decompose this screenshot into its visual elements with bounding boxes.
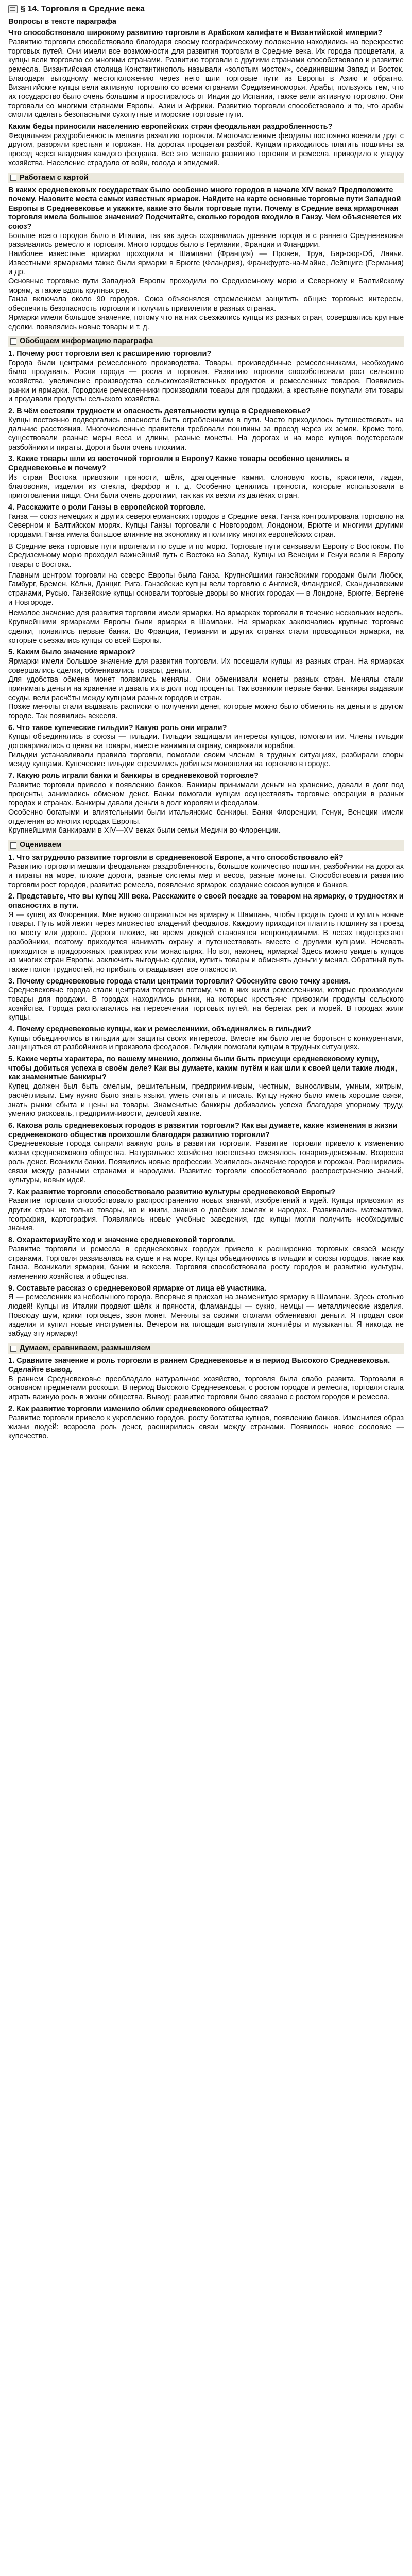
qa-2 — [8, 123, 404, 168]
question: 4. Почему средневековые купцы, как и ремесленники, объединялись в гильдии? — [8, 1025, 311, 1034]
answer: Города были центрами ремесленного производства. Товары, произведённые ремесленниками, необходимо было продавать. Росли города — росла и торговля. Развитию торговли способствовали рост сельского хозяйства, увеличение производства сельскохозяйственных продуктов и ремесленных товаров. Появились рынки и ярмарки. Городские ремесленники производили товары для продажи, а крестьяне покупали эти товары и продавали продукты сельского хозяйства. — [8, 359, 404, 404]
question: 8. Охарактеризуйте ход и значение средневековой торговли. — [8, 1236, 235, 1245]
qa-rating-9 — [8, 1284, 404, 1339]
question: 2. Как развитие торговли изменило облик средневекового общества? — [8, 1404, 268, 1413]
question: 1. Что затрудняло развитие торговли в средневековой Европе, а что способствовало ей? — [8, 853, 344, 862]
page-title — [8, 4, 404, 14]
question: Каким беды приносили населению европейских стран феодальная раздробленность? — [8, 123, 333, 131]
section-bar-label: Оцениваем — [20, 840, 62, 849]
qa-intro — [8, 29, 404, 120]
section-bar-closing — [8, 1343, 404, 1354]
answer-p2: Гильдии устанавливали правила торговли, помогали своим членам в трудных ситуациях, разбирали споры между купцами. Купеческие гильдии стремились добиться монополии на торговлю в городе. — [8, 751, 404, 769]
qa-rating-2 — [8, 892, 404, 974]
qa-bankers — [8, 772, 404, 836]
question: 4. Расскажите о роли Ганзы в европейской торговле. — [8, 503, 206, 512]
answer: Феодальная раздробленность мешала развитию торговли. Многочисленные феодалы постоянно воевали друг с другом, разоряли крестьян и горожан. На дорогах процветал разбой. Купцам приходилось платить пошлины за проезд через владения каждого феодала. Всё это мешало развитию торговли и ремесла, приводило к упадку хозяйства. Население страдало от войн, голода и эпидемий. — [8, 131, 404, 167]
qa-money — [8, 648, 404, 721]
answer: Я — купец из Флоренции. Мне нужно отправиться на ярмарку в Шампань, чтобы продать сукно и купить новые товары. Путь мой лежит через множество владений феодалов. Каждому приходится платить пошлину за проезд по мосту или дороге. Дороги плохие, во время дождей становятся непроходимыми. В лесах подстерегают разбойники, поэтому приходится нанимать охрану и путешествовать вместе с другими купцами. Ночевать приходится в придорожных трактирах или монастырях. Но вот, наконец, ярмарка! Здесь можно увидеть купцов из многих стран Европы, заключить выгодные сделки, купить товары и обменять деньги у менял. Обратный путь также полон трудностей, но прибыль оправдывает все опасности. — [8, 910, 404, 974]
question: Что способствовало широкому развитию торговли в Арабском халифате и Византийской империи? — [8, 29, 383, 38]
section-bar-map — [8, 173, 404, 184]
qa-rating-6 — [8, 1122, 404, 1185]
question: 5. Каким было значение ярмарок? — [8, 648, 135, 657]
qa-rating-4 — [8, 1025, 404, 1053]
question: 6. Что такое купеческие гильдии? Какую роль они играли? — [8, 723, 227, 732]
checkbox-icon — [10, 842, 16, 849]
question: В каких средневековых государствах было особенно много городов в начале XIV века? Предположите почему. Назовите места самых известных ярмарок. Найдите на карте основные торговые пути Западной Европы в Средневековье и укажите, какие это были торговые пути. Почему в Средние века ярмарочная торговля имела большое значение? Подсчитайте, сколько городов входило в Ганзу. Чем объясняется их союз? — [8, 186, 402, 231]
qa-review-4 — [8, 503, 404, 540]
answer: Средневековые города сыграли важную роль в развитии торговли. Развитие торговли привело к изменению жизни средневекового общества. Натуральное хозяйство постепенно сменялось товарно-денежным. Возросла роль денег. Возникли банки. Появились новые профессии. Усилилось значение городов и горожан. Расширились связи между разными странами и народами. Развитие торговли способствовало распространению знаний, культуры, новых идей. — [8, 1140, 404, 1185]
checkbox-icon — [10, 338, 16, 345]
answer: Развитие торговли и ремесла в средневековых городах привело к расширению торговых связей между странами. Торговля развивалась на суше и на море. Купцы объединялись в гильдии и союзы городов, такие как Ганза. Возникали ярмарки, банки и векселя. Торговля способствовала росту городов и развитию культуры, изменению хозяйства и общества. — [8, 1245, 404, 1281]
qa-review-1 — [8, 350, 404, 404]
qa-review-3 — [8, 455, 404, 500]
answer-p1: Развитие торговли привело к появлению банков. Банкиры принимали деньги на хранение, давали в долг под проценты, занимались обменом денег. Банки помогали купцам осуществлять торговые операции в разных городах и странах. Банкиры давали деньги в долг королям и феодалам. — [8, 781, 404, 808]
question: 3. Почему средневековые города стали центрами торговли? Обоснуйте свою точку зрения. — [8, 977, 350, 986]
paragraph: В Средние века торговые пути пролегали по суше и по морю. Торговые пути связывали Европу с Востоком. По Средиземному морю проходил важнейший путь с Востока на Запад. Купцы из Венеции и Генуи везли в Европу товары с Востока. — [8, 542, 404, 569]
qa-map — [8, 186, 404, 332]
answer: Развитию торговли способствовало благодаря своему географическому положению находились на перекрестке торговых путей. Они имели все возможности для развития торговли в Средние века. Их города процветали, а купцы вели торговлю со многими странами. Развитию торговли с другими странами способствовало и развитие ремесла. Византийская столица Константинополь называли «золотым мостом», соединявшим Запад и Восток. Благодаря выгодному местоположению через него шли торговые пути из Европы в Азию и обратно. Византийские купцы вели активную торговлю со всеми странами Средиземноморья. Арабы, пользуясь тем, что их государство было очень большим и простиралось от Индии до Испании, также вели активную торговлю. Они торговали со многими странами Европы, Азии и Африки. Развитию торговли способствовало и то, что арабы смогли сделать безопасными сухопутные и морские торговые пути. — [8, 38, 404, 120]
page — [4, 0, 408, 1450]
qa-closing-2 — [8, 1405, 404, 1442]
question: 2. Представьте, что вы купец XIII века. Расскажите о своей поездке за товаром на ярмарку, о трудностях и опасностях в пути. — [8, 892, 404, 910]
paragraph: Немалое значение для развития торговли имели ярмарки. На ярмарках торговали в течение нескольких недель. Крупнейшими ярмарками Европы были ярмарки в Шампани. На ярмарках заключались крупные торговые сделки, появились первые банки. Во Франции, Германии и других странах стали проводиться ярмарки, на которые съезжались купцы со всей Европы. — [8, 609, 404, 645]
qa-rating-3 — [8, 977, 404, 1023]
answer: Из стран Востока привозили пряности, шёлк, драгоценные камни, слоновую кость, красители, ладан, благовония, изделия из стекла, фарфор и т. д. Особенно ценились пряности, которые использовали в приготовлении пищи. Они были очень дорогими, так как их везли из далёких стран. — [8, 473, 404, 500]
answer-p3: Позже менялы стали выдавать расписки о получении денег, которые можно было обменять на деньги в другом городе. Так появились векселя. — [8, 703, 404, 721]
answer-p5: Ярмарки имели большое значение, потому что на них съезжались купцы из разных стран, совершались крупные сделки, появлялись новые товары и т. д. — [8, 313, 404, 331]
question: 6. Какова роль средневековых городов в развитии торговли? Как вы думаете, какие изменения в жизни средневекового общества произошли благодаря развитию торговли? — [8, 1121, 398, 1139]
answer-p1: Купцы объединялись в союзы — гильдии. Гильдии защищали интересы купцов, помогали им. Члены гильдии договаривались о ценах на товары, вместе нанимали охрану, снаряжали корабли. — [8, 733, 404, 751]
answer: Развитие торговли способствовало распространению новых знаний, изобретений и идей. Купцы привозили из других стран не только товары, но и книги, знания о далёких землях и народах. Развивались математика, география, картография. Появлялись новые учебные заведения, где купцы могли получить необходимые знания. — [8, 1197, 404, 1233]
answer: Развитию торговли мешали феодальная раздробленность, большое количество пошлин, разбойники на дорогах и пираты на море, плохие дороги, разные системы мер и весов, разные монеты. Способствовали развитию торговли рост городов, развитие ремесла, появление ярмарок, создание союзов купцов и банков. — [8, 862, 404, 889]
answer: Средневековые города стали центрами торговли потому, что в них жили ремесленники, которые производили товары для продажи. В городах находились рынки, на которые крестьяне привозили продукты сельского хозяйства. Города располагались на пересечении торговых путей, на берегах рек и морей. В городах жили купцы. — [8, 986, 404, 1022]
question: 5. Какие черты характера, по вашему мнению, должны были быть присущи средневековому купцу, чтобы добиться успеха в своём деле? Как вы думаете, каким путём и как шли к своей цели такие люди, как знаменитые банкиры? — [8, 1055, 397, 1082]
section-heading-intro: Вопросы в тексте параграфа — [8, 17, 116, 26]
section-bar-review — [8, 336, 404, 347]
answer-p3: Крупнейшими банкирами в XIV—XV веках были семьи Медичи во Флоренции. — [8, 826, 281, 835]
answer-p1: Ярмарки имели большое значение для развития торговли. Их посещали купцы из разных стран. На ярмарках совершались сделки, обменивались товары, деньги. — [8, 657, 404, 675]
answer: Купцы постоянно подвергались опасности быть ограбленными в пути. Часто приходилось путешествовать на дальние расстояния. Многочисленные правители требовали пошлины за проезд через их земли. Кроме того, существовали разные меры веса и длины, разные монеты. На дорогах и на море купцов подстерегали разбойники и пираты. Дороги были очень плохими. — [8, 416, 404, 452]
section-bar-label: Работаем с картой — [20, 173, 89, 182]
qa-rating-7 — [8, 1188, 404, 1233]
question: 7. Как развитие торговли способствовало развитию культуры средневековой Европы? — [8, 1188, 336, 1196]
paragraph: Главным центром торговли на севере Европы была Ганза. Крупнейшими ганзейскими городами были Любек, Гамбург, Бремен, Кёльн, Данциг, Рига. Ганзейские купцы вели торговлю с Англией, Фландрией, Скандинавскими странами, Русью. Ганзейские купцы основали торговые дворы во многих городах — в Лондоне, Брюгге, Бергене и Новгороде. — [8, 571, 404, 607]
section-bar-label: Думаем, сравниваем, размышляем — [20, 1344, 151, 1352]
answer-p2: Для удобства обмена монет появились менялы. Они обменивали монеты разных стран. Менялы стали принимать деньги на хранение и давать их в долг под проценты. Так возникли первые банки. Банкиры выдавали ссуды, вели расчёты между купцами разных городов и стран. — [8, 675, 404, 702]
section-bar-rating — [8, 840, 404, 851]
document-icon — [8, 5, 18, 13]
answer: Развитие торговли привело к укреплению городов, росту богатства купцов, появлению банков. Изменился образ жизни людей: возросла роль денег, расширились связи между странами. Появилось новое сословие — купечество. — [8, 1414, 404, 1440]
question: 1. Почему рост торговли вел к расширению торговли? — [8, 349, 212, 358]
qa-guilds — [8, 724, 404, 769]
answer: Купец должен был быть смелым, решительным, предприимчивым, честным, выносливым, умным, хитрым, расчётливым. Ему нужно было знать языки, уметь считать и писать. Купцу нужно было иметь хорошие связи, знать рынки сбыта и цены на товары. Знаменитые банкиры добивались успеха благодаря упорному труду, умению рисковать, предприимчивости, деловой хватке. — [8, 1082, 404, 1118]
section-bar-label: Обобщаем информацию параграфа — [20, 337, 153, 346]
checkbox-icon — [10, 175, 16, 181]
question: 1. Сравните значение и роль торговли в раннем Средневековье и в период Высокого Средневековья. Сделайте вывод. — [8, 1357, 390, 1375]
qa-closing-1 — [8, 1357, 404, 1402]
answer: В раннем Средневековье преобладало натуральное хозяйство, торговля была слабо развита. Торговали в основном предметами роскоши. В период Высокого Средневековья, с ростом городов и ремесла, торговля стала играть важную роль в жизни общества. Вывод: развитие торговли было связано с ростом городов и ремесла. — [8, 1375, 404, 1402]
answer: Ганза — союз немецких и других северогерманских городов в Средние века. Ганза контролировала торговлю на Северном и Балтийском морях. Купцы Ганзы торговали с Новгородом, Лондоном, Брюгге и многими другими городами. Ганза имела большое влияние на экономику и политику многих европейских стран. — [8, 512, 404, 539]
qa-rating-5 — [8, 1055, 404, 1119]
question: 7. Какую роль играли банки и банкиры в средневековой торговле? — [8, 772, 259, 781]
page-title-text: § 14. Торговля в Средние века — [21, 5, 145, 13]
answer-p2: Особенно богатыми и влиятельными были итальянские банкиры. Банки Флоренции, Генуи, Венеции имели отделения во многих городах Европы. — [8, 808, 404, 826]
answer-p1: Больше всего городов было в Италии, так как здесь сохранились древние города и с раннего Средневековья развивались ремесло и торговля. Много городов было в Германии, Франции и Фландрии. — [8, 231, 404, 249]
qa-rating-1 — [8, 854, 404, 890]
answer-p4: Ганза включала около 90 городов. Союз объяснялся стремлением защитить общие торговые интересы, обеспечить безопасность торговли и получить привилегии в разных странах. — [8, 295, 404, 313]
checkbox-icon — [10, 1346, 16, 1352]
qa-review-2 — [8, 407, 404, 452]
answer-p3: Основные торговые пути Западной Европы проходили по Средиземному морю и Северному и Балтийскому морям, а также вдоль крупных рек. — [8, 277, 404, 295]
question: 2. В чём состояли трудности и опасность деятельности купца в Средневековье? — [8, 407, 311, 416]
answer: Купцы объединялись в гильдии для защиты своих интересов. Вместе им было легче бороться с конкурентами, защищаться от разбойников и произвола феодалов. Гильдии помогали купцам в трудных ситуациях. — [8, 1034, 404, 1052]
answer: Я — ремесленник из небольшого города. Впервые я приехал на знаменитую ярмарку в Шампани. Здесь столько людей! Купцы из Италии продают шёлк и пряности, фламандцы — сукно, немцы — металлические изделия. Повсюду шум, крики торговцев, звон монет. Менялы за своими столами обменивают деньги. Я продал свои изделия и купил новые инструменты. Вечером на площади выступали жонглёры и музыканты. Я никогда не забуду эту ярмарку! — [8, 1293, 404, 1338]
question: 9. Составьте рассказ о средневековой ярмарке от лица её участника. — [8, 1284, 266, 1293]
answer-p2: Наиболее известные ярмарки проходили в Шампани (Франция) — Провен, Труа, Бар-сюр-Об, Ланьи. Известными ярмарками также были ярмарки в Брюгге (Фландрия), Франкфурте-на-Майне, Лейпциге (Германия) и др. — [8, 250, 404, 277]
qa-rating-8 — [8, 1236, 404, 1281]
question: 3. Какие товары шли из восточной торговли в Европу? Какие товары особенно ценились в Средневековье и почему? — [8, 455, 349, 473]
